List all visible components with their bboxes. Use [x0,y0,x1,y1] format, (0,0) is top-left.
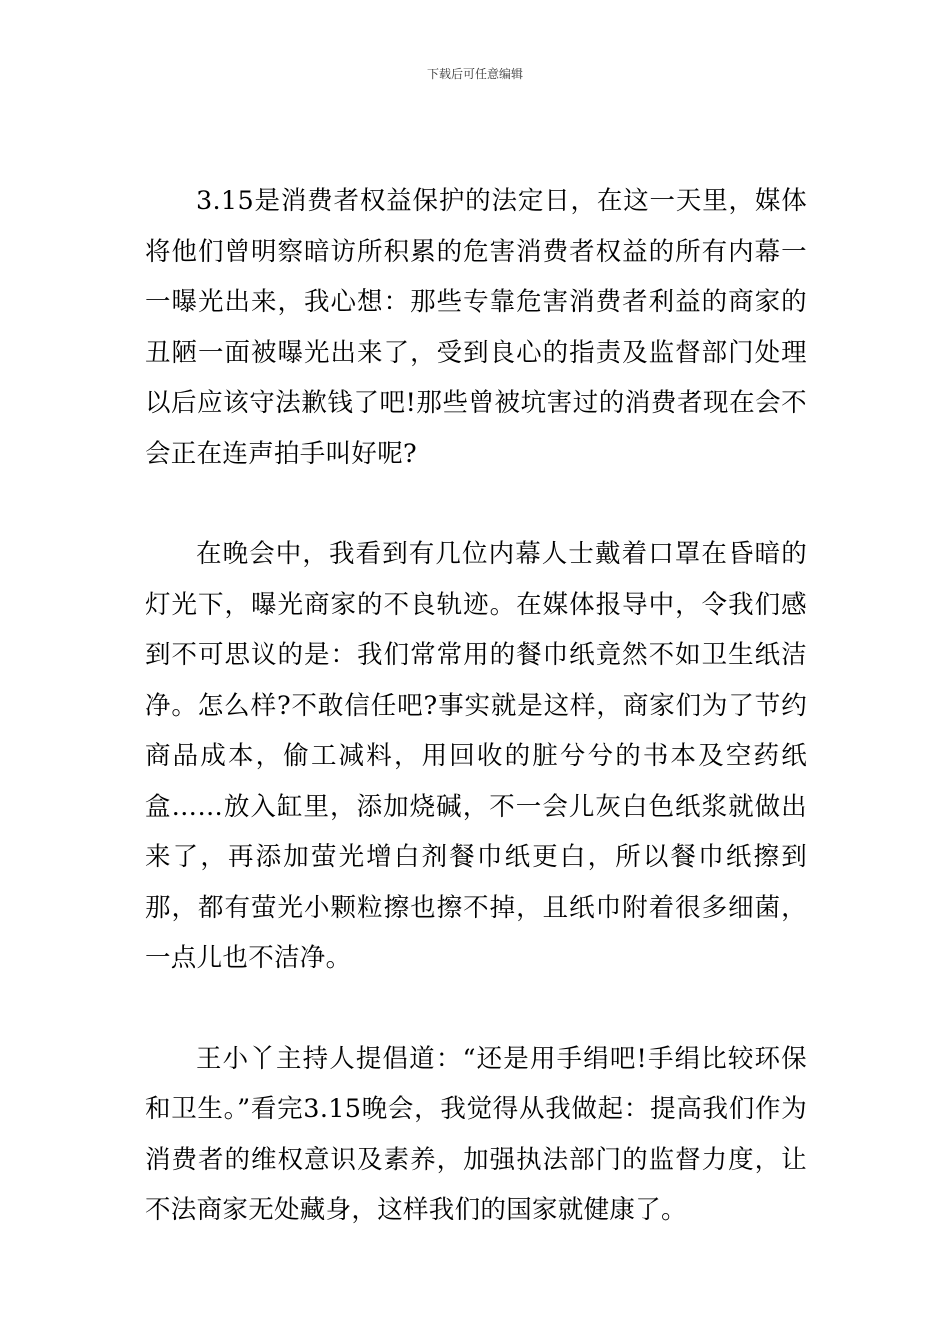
page-header: 下载后可任意编辑 [426,67,523,81]
paragraph-2: 在晚会中，我看到有几位内幕人士戴着口罩在昏暗的灯光下，曝光商家的不良轨迹。在媒体报导中，令我们感到不可思议的是：我们常常用的餐巾纸竟然不如卫生纸洁净。怎么样?不敢信任吧?事实就是这样，商家们为了节约商品成本，偷工减料，用回收的脏兮兮的书本及空药纸盒……放入缸里，添加烧碱，不一会儿灰白色纸浆就做出来了，再添加萤光增白剂餐巾纸更白，所以餐巾纸擦到那，都有萤光小颗粒擦也擦不掉，且纸巾附着很多细菌，一点儿也不洁净。 [145,539,807,973]
document-body [145,176,807,1236]
paragraph-1: 3.15是消费者权益保护的法定日，在这一天里，媒体将他们曾明察暗访所积累的危害消费者权益的所有内幕一一曝光出来，我心想：那些专靠危害消费者利益的商家的丑陋一面被曝光出来了，受到良心的指责及监督部门处理以后应该守法歉钱了吧!那些曾被坑害过的消费者现在会不会正在连声拍手叫好呢? [145,186,807,469]
paragraph-3: 王小丫主持人提倡道：“还是用手绢吧!手绢比较环保和卫生。”看完3.15晚会，我觉得从我做起：提高我们作为消费者的维权意识及素养，加强执法部门的监督力度，让不法商家无处藏身，这样我们的国家就健康了。 [145,1043,807,1225]
